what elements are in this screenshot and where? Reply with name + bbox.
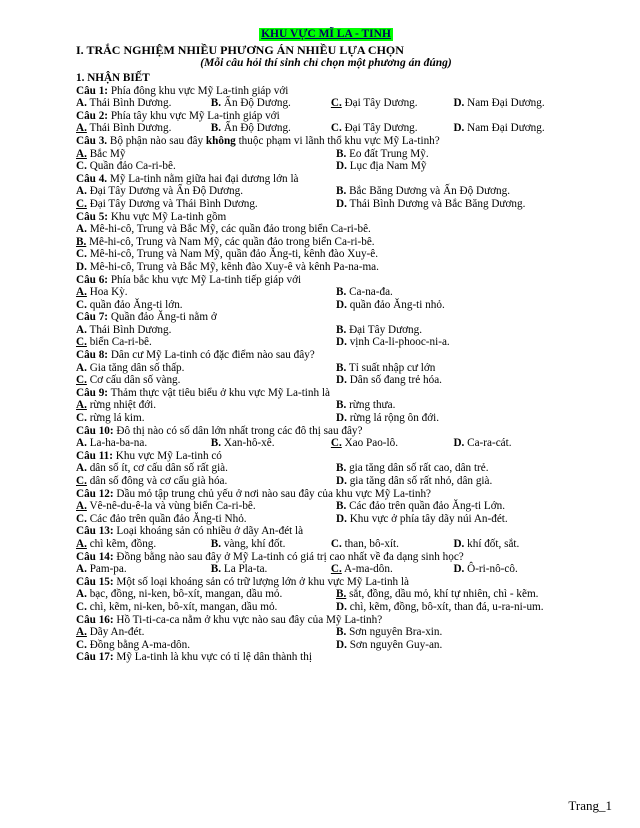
answer-option [453,97,576,110]
option-letter: D. [336,336,347,349]
question-item [76,614,576,652]
question-stem [76,525,576,538]
option-letter: A. [76,399,87,412]
question-stem [76,173,576,186]
question-item [76,85,576,110]
option-text: khí đốt, sắt. [464,537,520,550]
option-text: Thái Bình Dương. [86,323,172,336]
answer-option [76,500,336,513]
option-letter: C. [330,122,342,135]
question-stem [76,110,576,123]
options-row [76,324,576,337]
answer-option [76,601,336,614]
answer-option [336,588,576,601]
options-row [76,462,576,475]
option-letter: D. [336,160,347,173]
question-text-continued: thuộc phạm vi lãnh thổ khu vực Mỹ La-tinh? [235,134,440,147]
option-text: Xao Pao-lô. [341,437,399,450]
option-letter: B. [210,437,222,450]
option-letter: B. [336,361,347,374]
option-letter: C. [76,600,87,613]
option-text: Nam Đại Dương. [464,122,545,135]
option-letter: C. [330,563,342,576]
option-letter: C. [330,97,342,110]
options-row [76,626,576,639]
option-letter: D. [76,260,87,273]
answer-option [76,236,576,249]
answer-option [211,122,331,135]
option-text: Dân số đang trẻ hóa. [346,374,442,387]
title-wrap [76,28,576,43]
option-letter: C. [76,412,87,425]
answer-option [336,185,576,198]
answer-option [336,299,576,312]
question-text: Mỹ La-tinh là khu vực có tỉ lệ dân thành thị [113,651,312,664]
option-letter: A. [76,500,87,513]
option-letter: C. [76,298,87,311]
options-row [76,299,576,312]
option-text: Ô-ri-nô-cô. [464,563,518,576]
option-letter: B. [210,537,222,550]
answer-option [76,299,336,312]
question-text: Mỹ La-tinh nằm giữa hai đại dương lớn là [107,172,299,185]
answer-option [76,513,336,526]
options-row [76,538,576,551]
question-item [76,173,576,211]
options-row [76,437,576,450]
question-number: Câu 9: [76,386,109,399]
option-letter: B. [336,286,347,299]
answer-option [76,399,336,412]
option-text: Đại Tây Dương. [341,122,418,135]
question-number: Câu 1: [76,84,109,97]
option-text: Tỉ suất nhập cư lớn [346,361,436,374]
option-text: Đồng bằng A-ma-dôn. [86,638,191,651]
option-letter: D. [336,638,347,651]
option-text: Ấn Độ Dương. [221,122,291,135]
options-row [76,374,576,387]
page-content [76,28,576,664]
question-text: Dầu mỏ tập trung chủ yếu ở nơi nào sau đây của khu vực Mỹ La-tinh? [113,487,432,500]
answer-option [336,286,576,299]
answer-option [76,538,211,551]
option-text: Quần đảo Ca-ri-bê. [86,160,176,173]
option-letter: D. [453,97,465,110]
option-text: Đại Tây Dương. [346,323,423,336]
option-letter: D. [336,412,347,425]
options-row [76,160,576,173]
option-letter: B. [210,97,222,110]
option-text: Đại Tây Dương. [341,97,418,110]
answer-option [336,160,576,173]
option-text: Đại Tây Dương và Thái Bình Dương. [86,197,258,210]
option-letter: B. [210,563,222,576]
option-text: Ca-na-đa. [346,286,393,299]
question-item [76,488,576,526]
question-item [76,135,576,173]
option-letter: C. [330,537,342,550]
option-text: Dãy An-đét. [86,626,145,639]
question-text: Phía bắc khu vực Mỹ La-tinh tiếp giáp với [108,273,302,286]
answer-option [76,362,336,375]
question-item [76,425,576,450]
option-letter: A. [76,323,87,336]
answer-option [76,475,336,488]
options-row [76,185,576,198]
option-letter: D. [453,122,465,135]
option-letter: B. [336,185,347,198]
option-letter: C. [76,374,87,387]
answer-option [76,412,336,425]
question-item [76,551,576,576]
question-number: Câu 15: [76,575,114,588]
question-number: Câu 5: [76,210,109,223]
question-stem [76,651,576,664]
question-number: Câu 17: [76,651,114,664]
option-text: Sơn nguyên Guy-an. [346,638,443,651]
option-text: vịnh Ca-li-phooc-ni-a. [346,336,450,349]
question-number: Câu 6: [76,273,109,286]
option-text: Khu vực ở phía tây dãy núi An-đét. [346,512,508,525]
option-text: chì kẽm, đồng. [86,537,157,550]
options-row [76,198,576,211]
option-text: La Pla-ta. [221,563,268,576]
question-stem [76,450,576,463]
question-number: Câu 7: [76,311,109,324]
option-text: Các đảo trên quần đảo Ăng-ti Nhỏ. [86,512,247,525]
answer-option [331,97,454,110]
options-row [76,286,576,299]
answer-option [336,336,576,349]
option-letter: C. [76,336,87,349]
option-text: gia tăng dân số rất nhỏ, dân già. [346,475,493,487]
section-instruction: (Mỗi câu hỏi thí sinh chỉ chọn một phương án đúng) [200,57,452,69]
answer-option [211,538,331,551]
option-letter: D. [453,537,465,550]
options-row [76,122,576,135]
option-letter: B. [336,500,347,513]
option-letter: D. [336,298,347,311]
question-number: Câu 14: [76,550,114,563]
options-row [76,563,576,576]
option-text: dân số đông và cơ cấu già hóa. [86,475,228,487]
option-letter: D. [336,197,347,210]
question-text: Phía tây khu vực Mỹ La-tinh giáp với [108,109,280,122]
option-letter: D. [336,512,347,525]
answer-option [331,538,454,551]
question-item [76,110,576,135]
question-stem [76,274,576,287]
option-letter: B. [336,147,347,160]
option-text: quần đảo Ăng-ti nhỏ. [346,298,445,311]
option-text: Nam Đại Dương. [464,97,545,110]
options-row [76,399,576,412]
question-stem [76,576,576,589]
option-text: Thái Bình Dương và Bắc Băng Dương. [346,197,526,210]
option-letter: A. [76,286,87,299]
question-item [76,311,576,349]
answer-option [76,626,336,639]
option-text: Vê-nê-du-ê-la và vùng biển Ca-ri-bê. [86,500,256,513]
answer-option [336,362,576,375]
options-row [76,362,576,375]
option-letter: A. [76,437,87,450]
question-stem [76,551,576,564]
answer-option [76,248,576,261]
answer-option [211,97,331,110]
option-text: Bắc Băng Dương và Ấn Độ Dương. [346,185,511,198]
option-text: bạc, đồng, ni-ken, bô-xít, mangan, dầu mỏ. [86,588,283,601]
answer-option [336,324,576,337]
question-item [76,525,576,550]
option-text: Cơ cấu dân số vàng. [86,374,181,387]
question-text: Loại khoáng sản có nhiều ở dãy An-đét là [113,525,304,538]
question-text: Khu vực Mỹ La-tinh gồm [108,210,227,223]
answer-option [76,223,576,236]
answer-option [331,122,454,135]
option-text: Hoa Kỳ. [86,286,128,299]
question-item [76,450,576,488]
option-text: Lục địa Nam Mỹ [346,160,427,173]
question-text: Quần đảo Ăng-ti nằm ở [108,311,217,324]
answer-option [336,475,576,488]
option-text: rừng lá rộng ôn đới. [346,412,440,425]
answer-option [211,437,331,450]
answer-option [336,462,576,475]
answer-option [336,399,576,412]
option-letter: C. [76,197,87,210]
option-text: chì, kẽm, ni-ken, bô-xít, mangan, dầu mỏ. [86,600,278,613]
option-letter: B. [336,462,347,475]
question-stem [76,211,576,224]
question-number: Câu 2: [76,109,109,122]
answer-option [76,198,336,211]
answer-option [76,261,576,274]
option-letter: C. [76,512,87,525]
option-text: Mê-hi-cô, Trung và Bắc Mỹ, kênh đào Xuy-ê và kênh Pa-na-ma. [86,260,379,273]
option-text: La-ha-ba-na. [86,437,148,450]
option-text: rừng thưa. [346,399,396,412]
options-row [76,148,576,161]
answer-option [76,462,336,475]
answer-option [336,626,576,639]
option-letter: B. [336,323,347,336]
answer-option [336,374,576,387]
answer-option [76,437,211,450]
question-stem [76,85,576,98]
question-number: Câu 12: [76,487,114,500]
question-stem [76,425,576,438]
question-text: Phía đông khu vực Mỹ La-tinh giáp với [108,84,289,97]
options-row [76,336,576,349]
option-text: Mê-hi-cô, Trung và Bắc Mỹ, các quần đảo trong biển Ca-ri-bê. [86,223,371,236]
answer-option [76,563,211,576]
question-number: Câu 10: [76,424,114,437]
section-heading: I. TRẮC NGHIỆM NHIỀU PHƯƠNG ÁN NHIỀU LỰA CHỌN [76,43,404,57]
option-text: Mê-hi-cô, Trung và Nam Mỹ, quần đảo Ăng-ti, kênh đào Xuy-ê. [86,248,379,261]
question-list [76,85,576,664]
option-text: chì, kẽm, đồng, bô-xít, than đá, u-ra-ni-um. [346,600,544,613]
answer-option [453,122,576,135]
question-number: Câu 16: [76,613,114,626]
option-letter: B. [336,626,347,639]
question-stem [76,488,576,501]
answer-option [453,538,576,551]
option-text: Sơn nguyên Bra-xin. [346,626,443,639]
option-text: Đại Tây Dương và Ấn Độ Dương. [86,185,244,198]
question-item [76,274,576,312]
question-item [76,211,576,274]
option-text: dân số ít, cơ cấu dân số rất già. [86,462,228,475]
question-number: Câu 13: [76,525,114,538]
question-text: Một số loại khoáng sản có trữ lượng lớn ở khu vực Mỹ La-tinh là [113,575,409,588]
answer-option [336,500,576,513]
question-number: Câu 4. [76,172,108,185]
question-text: Khu vực Mỹ La-tinh có [113,449,222,462]
option-text: Các đảo trên quần đảo Ăng-ti Lớn. [346,500,506,513]
option-letter: A. [76,462,87,475]
options-row [76,639,576,652]
answer-option [336,198,576,211]
option-letter: A. [76,185,87,198]
option-letter: C. [76,475,87,487]
answer-option [336,601,576,614]
question-item [76,349,576,387]
question-text: Dân cư Mỹ La-tinh có đặc điểm nào sau đây? [108,349,315,362]
option-letter: C. [330,437,342,450]
question-text: Đồng bằng nào sau đây ở Mỹ La-tinh có giá trị cao nhất về đa dạng sinh học? [113,550,464,563]
question-stem [76,387,576,400]
question-stem [76,311,576,324]
option-text: Eo đất Trung Mỹ. [346,147,429,160]
option-text: Mê-hi-cô, Trung và Nam Mỹ, các quần đảo trong biển Ca-ri-bê. [86,235,375,248]
question-number: Câu 3. [76,134,108,147]
options-row [76,248,576,261]
question-emphasis: không [205,134,236,147]
answer-option [336,412,576,425]
answer-option [76,639,336,652]
option-text: gia tăng dân số rất cao, dân trẻ. [346,462,489,475]
option-letter: A. [76,361,87,374]
question-number: Câu 8: [76,349,109,362]
answer-option [336,513,576,526]
answer-option [76,122,211,135]
question-number: Câu 11: [76,449,113,462]
answer-option [76,374,336,387]
answer-option [331,437,454,450]
answer-option [76,588,336,601]
answer-option [331,563,454,576]
answer-option [76,148,336,161]
level-heading: 1. NHẬN BIẾT [76,72,150,84]
options-row [76,601,576,614]
option-text: rừng lá kim. [86,412,145,425]
answer-option [76,336,336,349]
question-item [76,576,576,614]
option-letter: A. [76,563,87,576]
answer-option [76,185,336,198]
answer-option [336,639,576,652]
option-letter: A. [76,537,87,550]
option-letter: D. [336,600,347,613]
option-letter: B. [210,122,222,135]
question-text: Đô thị nào có số dân lớn nhất trong các đô thị sau đây? [113,424,363,437]
answer-option [76,160,336,173]
page-title: KHU VỰC MĨ LA - TINH [261,28,391,40]
option-text: quần đảo Ăng-ti lớn. [86,298,183,311]
option-letter: C. [76,638,87,651]
option-letter: B. [336,588,347,601]
answer-option [336,148,576,161]
option-text: A-ma-dôn. [341,563,393,576]
option-text: Gia tăng dân số thấp. [86,361,185,374]
question-text: Bộ phận nào sau đây [107,134,206,147]
option-letter: C. [76,160,87,173]
option-text: than, bô-xít. [341,537,399,550]
option-text: Thái Bình Dương. [86,97,172,110]
question-stem [76,349,576,362]
question-text: Hồ Ti-ti-ca-ca nằm ở khu vực nào sau đây của Mỹ La-tinh? [113,613,383,626]
option-letter: A. [76,147,87,160]
option-letter: C. [76,248,87,261]
options-row [76,500,576,513]
option-letter: D. [453,437,465,450]
options-row [76,223,576,236]
option-letter: B. [336,399,347,412]
option-letter: D. [336,475,347,487]
option-letter: B. [76,235,87,248]
option-text: Ca-ra-cát. [464,437,512,450]
options-row [76,588,576,601]
question-item [76,387,576,425]
option-text: sắt, đồng, dầu mỏ, khí tự nhiên, chì - kẽm. [346,588,539,601]
answer-option [76,286,336,299]
option-text: Thái Bình Dương. [86,122,172,135]
option-letter: D. [336,374,347,387]
answer-option [453,437,576,450]
answer-option [211,563,331,576]
option-text: Bắc Mỹ [86,147,126,160]
answer-option [76,324,336,337]
option-letter: A. [76,626,87,639]
option-letter: A. [76,97,87,110]
question-item [76,651,576,664]
answer-option [453,563,576,576]
option-text: Pam-pa. [86,563,127,576]
options-row [76,236,576,249]
options-row [76,475,576,488]
answer-option [76,97,211,110]
option-text: rừng nhiệt đới. [86,399,157,412]
option-text: biển Ca-ri-bê. [86,336,152,349]
question-stem [76,135,576,148]
options-row [76,261,576,274]
option-text: vàng, khí đốt. [221,537,286,550]
page-footer: Trang_1 [568,798,612,813]
option-letter: D. [453,563,465,576]
option-letter: A. [76,122,87,135]
question-stem [76,614,576,627]
options-row [76,97,576,110]
option-letter: A. [76,588,87,601]
option-text: Xan-hô-xê. [221,437,275,450]
options-row [76,513,576,526]
option-letter: A. [76,223,87,236]
options-row [76,412,576,425]
question-text: Thảm thực vật tiêu biểu ở khu vực Mỹ La-tinh là [108,386,330,399]
option-text: Ấn Độ Dương. [221,97,291,110]
